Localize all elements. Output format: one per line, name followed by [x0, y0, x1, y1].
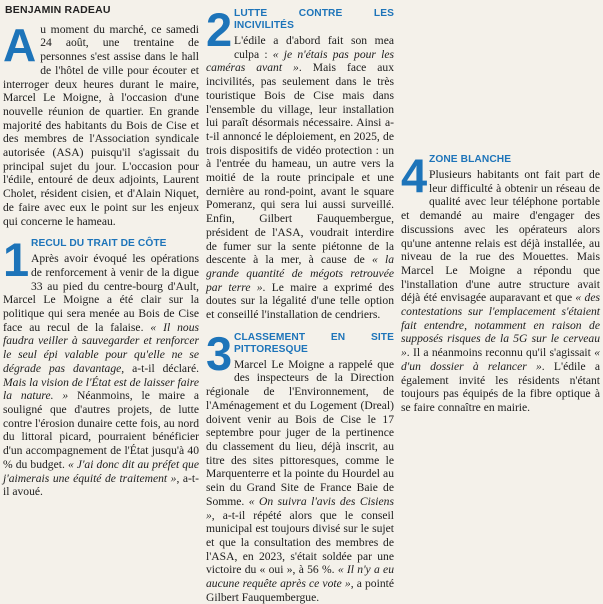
column-3: [401, 4, 600, 415]
s1-quote-c: « J'ai donc dit au préfet que j'aimerais une équité de traitement »: [3, 457, 199, 485]
section-number-2: 2: [206, 3, 233, 56]
s4-quote-b: « d'un dossier à relancer »: [401, 346, 600, 373]
section-number-3: 3: [206, 326, 233, 380]
section-body-2: [206, 34, 394, 322]
section-body-4: [401, 168, 600, 415]
section-2: [206, 3, 395, 322]
s4-text-b: . Il a néanmoins reconnu qu'il s'agissait: [406, 346, 595, 360]
column-1: [3, 4, 199, 499]
s2-quote-a: « je n'étais pas pour les caméras avant »: [206, 47, 395, 75]
s2-quote-b: « la grande quantité de mégots retrouvée par terre »: [206, 253, 394, 294]
s3-text-c: , a pointé Gilbert Fauquembergue.: [206, 577, 394, 604]
s4-text-a: Plusieurs habitants ont fait part de leur difficulté à obtenir un réseau de qualité avec leur téléphone portable et demandé au maire d'engager des discussions avec les opérateurs alors qu'une antenne relais est déjà installée, au niveau de la rue des Mouettes. Mais Marcel Le Moigne a répondu que l'installation d'une autre structure avait déjà été envisagée auparavant et que: [401, 168, 600, 305]
s3-quote-a: « On suivra l'avis des Cisiens »: [206, 494, 394, 522]
section-title-2: LUTTE CONTRE LES INCIVILITÉS: [234, 8, 394, 31]
s1-text-d: , a-t-il avoué.: [3, 471, 200, 499]
s2-text-c: . Le maire a exprimé des doutes sur la légalité d'une telle option et conseillé l'installation de cendriers.: [206, 280, 394, 322]
section-number-1: 1: [3, 233, 30, 287]
s1-quote-a: « Il nous faudra veiller à sauvegarder et renforcer le seul épi valable pour qu'elle ne se dégrade pas davantage: [3, 320, 200, 375]
s1-text-a: Après avoir évoqué les opérations de renforcement à venir de la digue 33 au pied du centre-bourg d'Ault, Marcel Le Moigne a été clair sur la politique qui sera menée au Bois de Cise face au recul de la falaise.: [3, 252, 199, 334]
section-3: [206, 326, 394, 604]
s3-text-a: Marcel Le Moigne a rappelé que des inspecteurs de la Direction régionale de l'Environnement, de l'Aménagement et du Logement (Dreal) doivent venir au Bois de Cise le 17 septembre pour juger de la pertinence du classement du lieu, déjà inscrit, au titre des sites pittoresques, comme le Marquenterre et la pointe du Hourdel au sein du Grand Site de France Baie de Somme.: [206, 357, 394, 508]
column-2: [206, 4, 394, 604]
drop-cap: A: [3, 18, 37, 71]
s1-quote-b: Mais la vision de l'État est de laisser faire la nature. »: [3, 375, 199, 403]
s3-quote-b: « Il n'y a eu aucune requête après ce vote »: [206, 563, 394, 591]
section-4: [401, 149, 600, 415]
section-1: [3, 233, 200, 499]
s3-text-b: , a-t-il répété alors que le conseil municipal est toujours divisé sur le sujet et que la consultation des membres de l'ASA, en 2023, s'était soldée par une victoire du « oui », à 56 %.: [206, 508, 394, 577]
section-title-1: RECUL DU TRAIT DE CÔTE: [31, 238, 167, 250]
s1-text-c: Néanmoins, le maire a souligné que d'autres projets, de lutte contre l'érosion dunaire cette fois, au nord du littoral picard, pourraient bénéficier d'un accompagnement de l'État jusqu'à 40 % du budget.: [3, 389, 199, 471]
s2-text-a: L'édile a d'abord fait son mea culpa :: [234, 34, 394, 61]
section-body-1: [3, 252, 199, 499]
s2-text-b: . Mais face aux incivilités, pas seulement dans le très touristique Bois de Cise mais dans l'ensemble du village, leur installation lui paraît désormais nécessaire. Ainsi a-t-il annoncé le déploiement, en 2025, de trois dispositifs de vidéo protection : un à l'entrée du hameau, un autre vers la moitié de la route principale et une dernière au rond-point, avant le square Pomeranz, qui sera lui aussi surveillé. Enfin, Gilbert Fauquembergue, président de l'ASA, voudrait interdire de fumer sur la sente piétonne de la descente à la mer, à cause de: [206, 61, 394, 267]
byline: BENJAMIN RADEAU: [5, 4, 111, 16]
section-title-4: ZONE BLANCHE: [429, 154, 512, 165]
section-body-3: [206, 358, 394, 604]
section-title-3: CLASSEMENT EN SITE PITTORESQUE: [234, 331, 394, 355]
intro-text: u moment du marché, ce samedi 24 août, une trentaine de personnes s'est assise dans le hall de l'hôtel de ville pour écouter et interroger deux heures durant le maire, Marcel Le Moigne, à l'occasion d'une nouvelle réunion de quartier. En grande majorité des habitants du Bois de Cise et des membres de l'Association syndicale autorisée (ASA) puisqu'il s'agissait du principal sujet du jour. L'occasion pour l'édile, entouré de deux adjoints, Laurent Cholet, résident cisien, et d'Alain Niquet, de faire avec eux le point sur les enjeux qui concerne le hameau.: [3, 22, 199, 228]
section-number-4: 4: [401, 149, 428, 202]
s4-quote-a: « des contestations sur l'emplacement s'étaient fait entendre, notamment en raison de supposés risques de la 5G sur le cerveau »: [401, 291, 600, 360]
s4-text-c: . L'édile a également invité les résidents n'étant toujours pas équipés de la fibre optique à se faire connaître en mairie.: [401, 359, 600, 414]
s1-text-b: , a-t-il déclaré.: [121, 361, 199, 375]
intro-paragraph: [3, 18, 199, 229]
